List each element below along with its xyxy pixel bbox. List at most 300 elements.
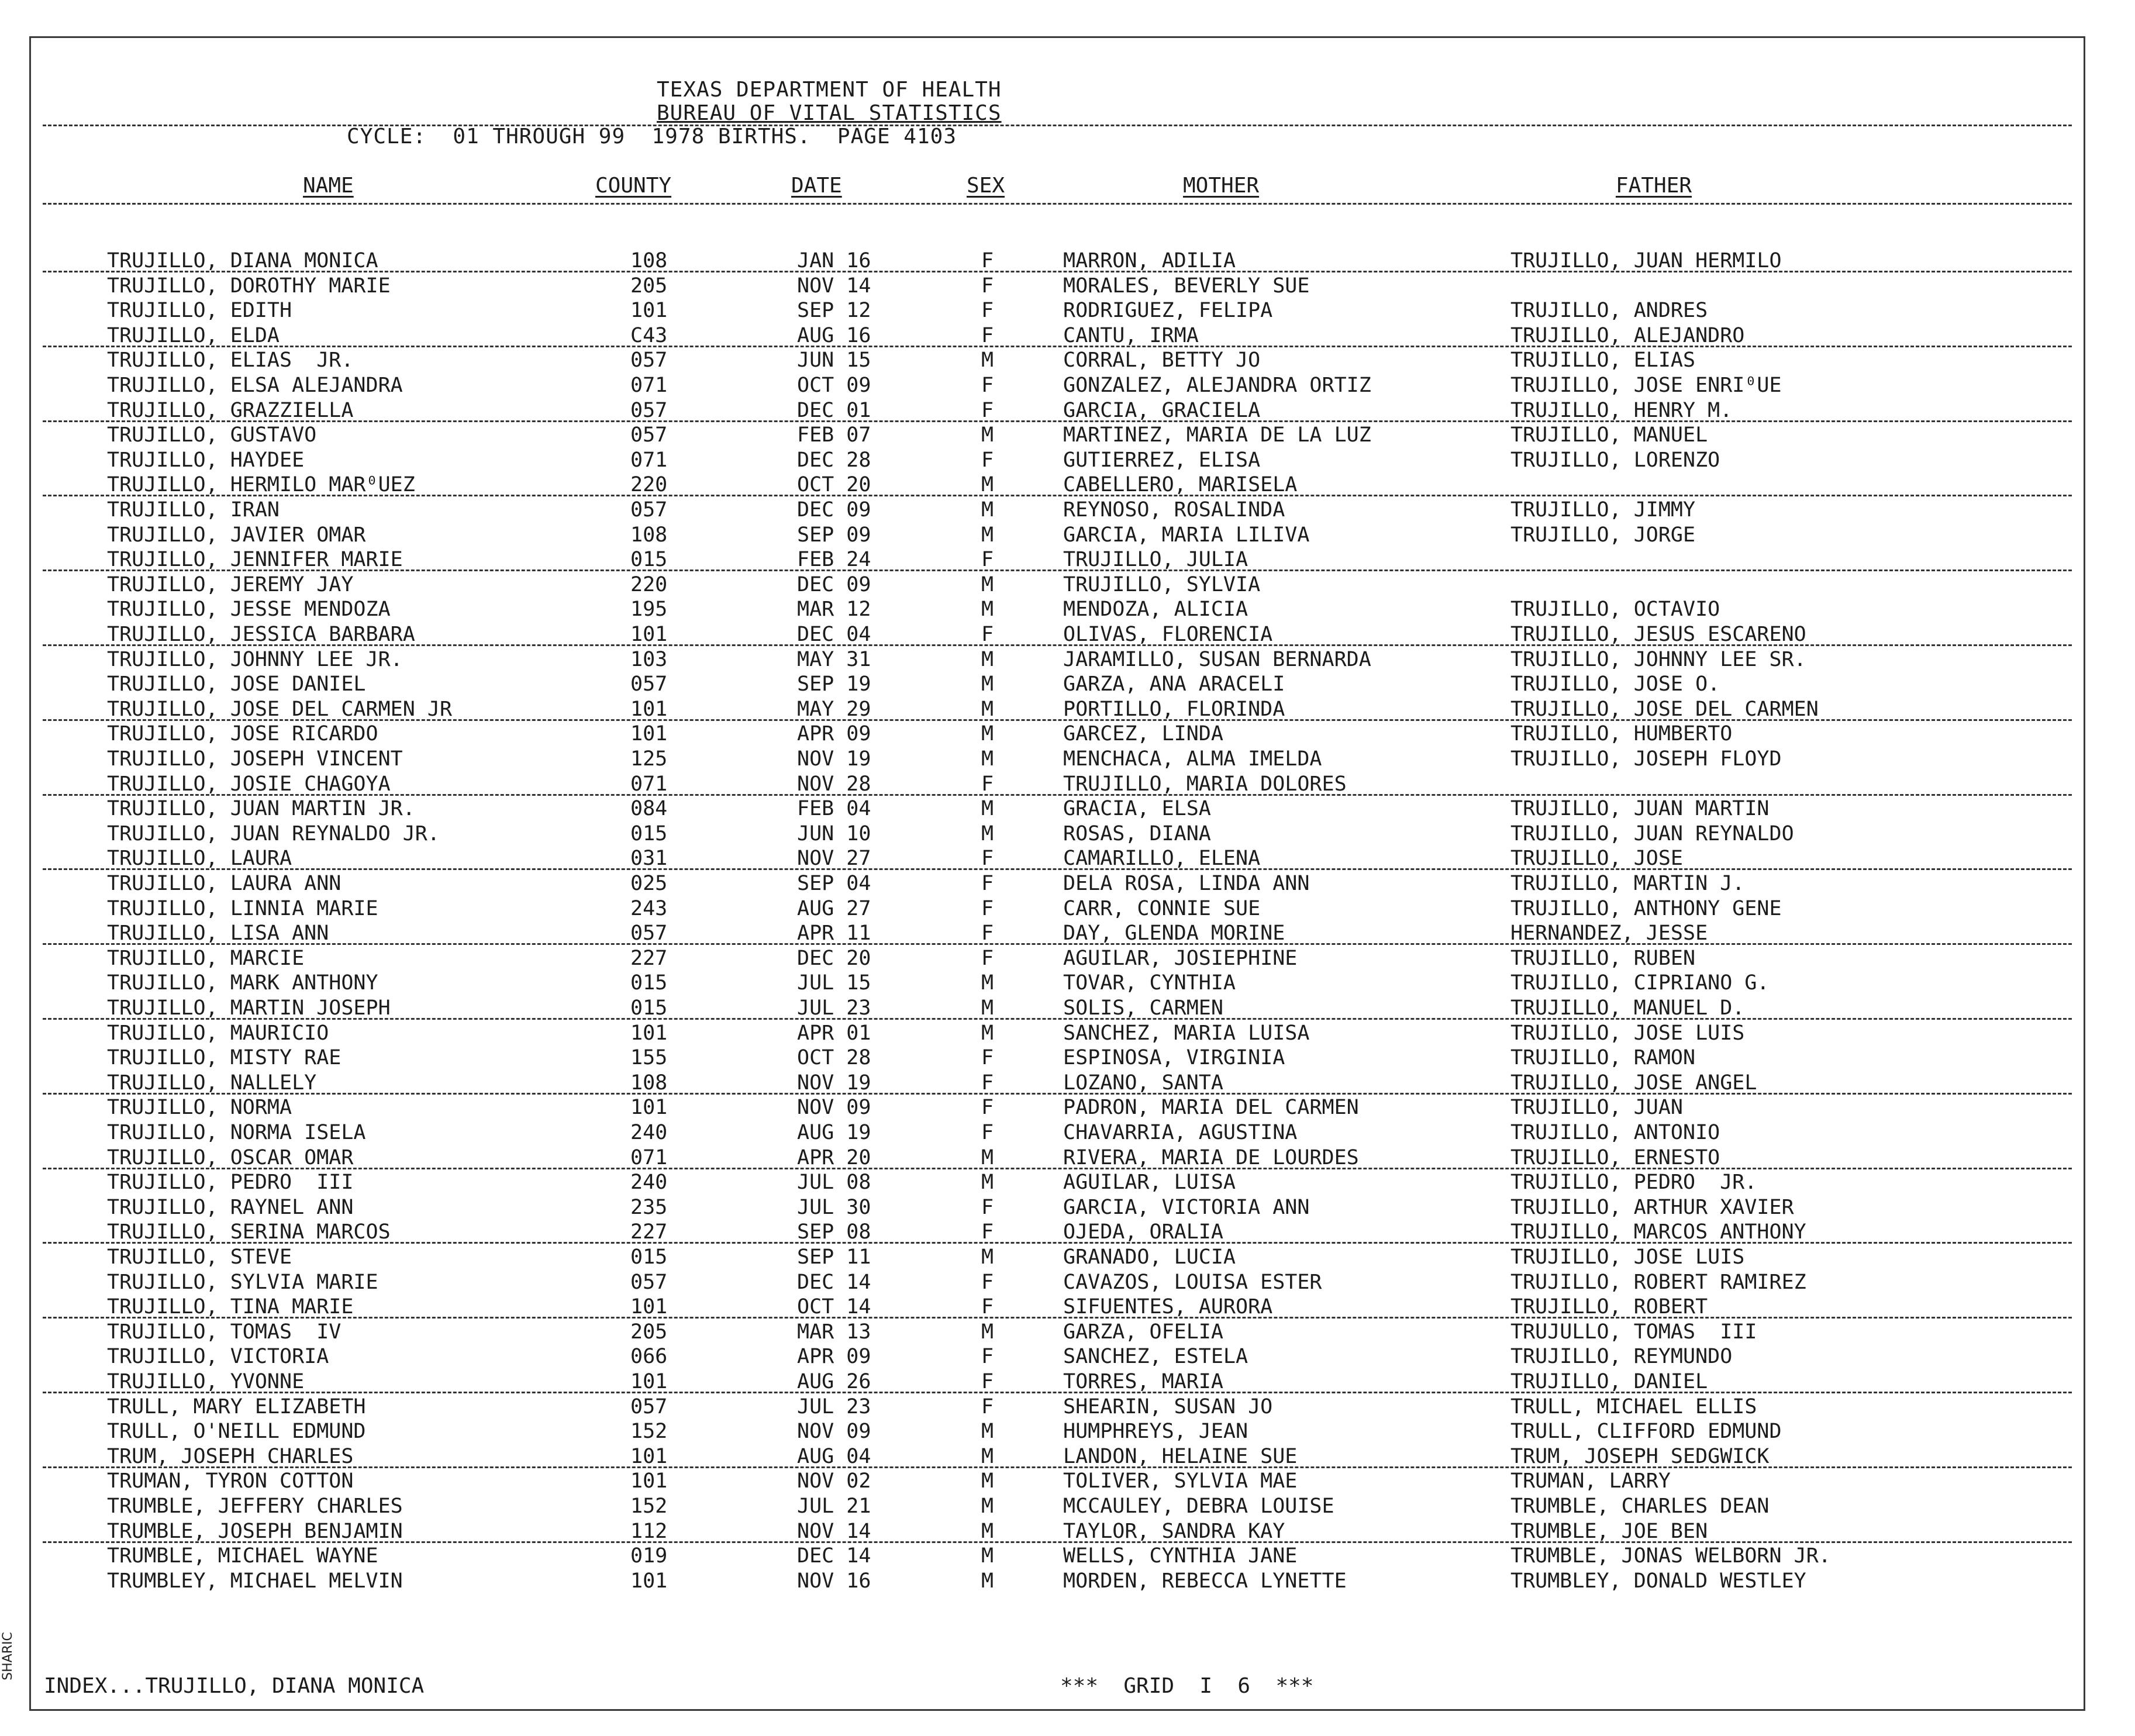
table-row [31, 1245, 2084, 1269]
sex: F [981, 872, 994, 895]
mother-name: PADRON, MARIA DEL CARMEN [1063, 1096, 1359, 1120]
county: 227 [630, 1220, 668, 1244]
sex: M [981, 598, 994, 622]
table-row [31, 846, 2084, 871]
father-name: TRUJILLO, ANDRES [1510, 299, 1708, 323]
county: 101 [630, 1370, 668, 1393]
father-name: TRUJILLO, MANUEL [1510, 423, 1708, 447]
mother-name: CARR, CONNIE SUE [1063, 896, 1261, 920]
birth-date: NOV 27 [797, 847, 871, 871]
mother-name: RODRIGUEZ, FELIPA [1063, 299, 1273, 323]
mother-name: TOVAR, CYNTHIA [1063, 971, 1236, 995]
sex: M [981, 697, 994, 721]
mother-name: LOZANO, SANTA [1063, 1071, 1223, 1095]
child-name: TRUJILLO, JOHNNY LEE JR. [107, 647, 403, 671]
county: 108 [630, 1071, 668, 1095]
mother-name: TRUJILLO, SYLVIA [1063, 572, 1261, 596]
sex: F [981, 623, 994, 646]
father-name: TRUJILLO, HENRY M. [1510, 398, 1733, 422]
table-row [31, 547, 2084, 572]
county: 101 [630, 1295, 668, 1319]
county: 015 [630, 971, 668, 995]
sex: F [981, 1270, 994, 1294]
birth-date: OCT 28 [797, 1046, 871, 1070]
birth-date: DEC 14 [797, 1270, 871, 1294]
birth-date: MAY 29 [797, 697, 871, 721]
child-name: TRUJILLO, NALLELY [107, 1071, 317, 1095]
county: 057 [630, 672, 668, 696]
table-row [31, 274, 2084, 298]
child-name: TRUJILLO, JEREMY JAY [107, 572, 354, 596]
mother-name: AGUILAR, JOSIEPHINE [1063, 946, 1298, 970]
table-row [31, 348, 2084, 372]
column-header-mother: MOTHER [1183, 174, 1260, 198]
county: 155 [630, 1046, 668, 1070]
child-name: TRUJILLO, MARK ANTHONY [107, 971, 378, 995]
birth-date: MAR 13 [797, 1320, 871, 1344]
father-name: TRUMAN, LARRY [1510, 1469, 1671, 1493]
father-name: TRUJILLO, JOHNNY LEE SR. [1510, 647, 1806, 671]
birth-date: APR 09 [797, 1345, 871, 1369]
sex: M [981, 1320, 994, 1344]
mother-name: MORALES, BEVERLY SUE [1063, 274, 1310, 298]
father-name: TRUJILLO, ARTHUR XAVIER [1510, 1195, 1794, 1219]
mother-name: TORRES, MARIA [1063, 1370, 1223, 1393]
birth-date: SEP 08 [797, 1220, 871, 1244]
father-name: TRUJILLO, JUAN MARTIN [1510, 797, 1770, 821]
child-name: TRUJILLO, JOSIE CHAGOYA [107, 772, 391, 796]
child-name: TRUJILLO, MISTY RAE [107, 1046, 342, 1070]
birth-date: SEP 04 [797, 872, 871, 895]
father-name: TRUMBLE, JOE BEN [1510, 1519, 1708, 1543]
father-name: TRUJILLO, CIPRIANO G. [1510, 971, 1770, 995]
county: 235 [630, 1195, 668, 1219]
table-row [31, 1469, 2084, 1493]
child-name: TRULL, O'NEILL EDMUND [107, 1420, 366, 1444]
father-name: TRUJILLO, JOSEPH FLOYD [1510, 747, 1782, 771]
birth-date: JUL 30 [797, 1195, 871, 1219]
county: C43 [630, 323, 668, 347]
sex: M [981, 1519, 994, 1543]
mother-name: TOLIVER, SYLVIA MAE [1063, 1469, 1298, 1493]
child-name: TRUJILLO, JOSEPH VINCENT [107, 747, 403, 771]
table-row [31, 1395, 2084, 1419]
sex: F [981, 1395, 994, 1419]
county: 071 [630, 772, 668, 796]
sex: M [981, 1171, 994, 1195]
father-name: HERNANDEZ, JESSE [1510, 922, 1708, 945]
table-row [31, 448, 2084, 472]
father-name: TRUJILLO, ROBERT RAMIREZ [1510, 1270, 1806, 1294]
sex: M [981, 1145, 994, 1169]
child-name: TRUJILLO, HAYDEE [107, 448, 305, 472]
table-row [31, 822, 2084, 846]
mother-name: ESPINOSA, VIRGINIA [1063, 1046, 1285, 1070]
county: 220 [630, 473, 668, 497]
child-name: TRULL, MARY ELIZABETH [107, 1395, 366, 1419]
sex: F [981, 1220, 994, 1244]
mother-name: CHAVARRIA, AGUSTINA [1063, 1121, 1298, 1144]
sex: M [981, 572, 994, 596]
child-name: TRUJILLO, ELIAS JR. [107, 348, 354, 372]
table-row [31, 1045, 2084, 1070]
table-row [31, 398, 2084, 423]
birth-date: NOV 28 [797, 772, 871, 796]
sex: F [981, 896, 994, 920]
county: 057 [630, 922, 668, 945]
county: 101 [630, 722, 668, 746]
table-row [31, 921, 2084, 945]
child-name: TRUJILLO, JENNIFER MARIE [107, 548, 403, 572]
table-row [31, 971, 2084, 995]
birth-date: DEC 28 [797, 448, 871, 472]
table-row [31, 1369, 2084, 1394]
county: 101 [630, 1569, 668, 1593]
table-row [31, 1419, 2084, 1444]
sex: F [981, 1046, 994, 1070]
sex: M [981, 797, 994, 821]
mother-name: ROSAS, DIANA [1063, 822, 1211, 845]
child-name: TRUM, JOSEPH CHARLES [107, 1444, 354, 1468]
mother-name: SIFUENTES, AURORA [1063, 1295, 1273, 1319]
sex: M [981, 1420, 994, 1444]
father-name: TRUJILLO, JUAN HERMILO [1510, 249, 1782, 272]
child-name: TRUJILLO, OSCAR OMAR [107, 1145, 354, 1169]
sex: F [981, 1345, 994, 1369]
table-row [31, 896, 2084, 921]
mother-name: MORDEN, REBECCA LYNETTE [1063, 1569, 1347, 1593]
sex: F [981, 323, 994, 347]
county: 103 [630, 647, 668, 671]
father-name: TRUJILLO, OCTAVIO [1510, 598, 1720, 622]
birth-date: OCT 14 [797, 1295, 871, 1319]
mother-name: GARCIA, GRACIELA [1063, 398, 1261, 422]
mother-name: GARCEZ, LINDA [1063, 722, 1223, 746]
child-name: TRUJILLO, EDITH [107, 299, 292, 323]
father-name: TRUJILLO, JOSE [1510, 847, 1684, 871]
county: 101 [630, 1469, 668, 1493]
county: 015 [630, 996, 668, 1020]
birth-date: JUL 23 [797, 1395, 871, 1419]
child-name: TRUJILLO, LAURA ANN [107, 872, 342, 895]
sex: M [981, 1469, 994, 1493]
county: 057 [630, 348, 668, 372]
father-name: TRUJILLO, JORGE [1510, 523, 1696, 547]
birth-date: DEC 14 [797, 1544, 871, 1568]
father-name: TRUJILLO, MARTIN J. [1510, 872, 1745, 895]
mother-name: CABELLERO, MARISELA [1063, 473, 1298, 497]
birth-date: FEB 07 [797, 423, 871, 447]
child-name: TRUJILLO, LISA ANN [107, 922, 329, 945]
father-name: TRUJILLO, JOSE O. [1510, 672, 1720, 696]
county: 108 [630, 523, 668, 547]
table-row [31, 1519, 2084, 1544]
father-name: TRULL, MICHAEL ELLIS [1510, 1395, 1757, 1419]
birth-date: JUL 23 [797, 996, 871, 1020]
child-name: TRUJILLO, JOSE DANIEL [107, 672, 366, 696]
father-name: TRUJILLO, JOSE ENRI⁰UE [1510, 374, 1782, 397]
mother-name: TRUJILLO, JULIA [1063, 548, 1248, 572]
mother-name: DAY, GLENDA MORINE [1063, 922, 1285, 945]
table-row [31, 423, 2084, 447]
birth-date: SEP 09 [797, 523, 871, 547]
child-name: TRUJILLO, GUSTAVO [107, 423, 317, 447]
birth-date: OCT 09 [797, 374, 871, 397]
father-name: TRUJILLO, ANTHONY GENE [1510, 896, 1782, 920]
mother-name: TRUJILLO, MARIA DOLORES [1063, 772, 1347, 796]
child-name: TRUJILLO, ELSA ALEJANDRA [107, 374, 403, 397]
mother-name: SANCHEZ, ESTELA [1063, 1345, 1248, 1369]
father-name: TRUJILLO, HUMBERTO [1510, 722, 1733, 746]
birth-date: DEC 01 [797, 398, 871, 422]
child-name: TRUJILLO, HERMILO MAR⁰UEZ [107, 473, 415, 497]
county: 101 [630, 697, 668, 721]
sex: M [981, 498, 994, 522]
child-name: TRUJILLO, LAURA [107, 847, 292, 871]
sex: F [981, 1071, 994, 1095]
column-header-sex: SEX [967, 174, 1005, 198]
table-row [31, 1195, 2084, 1220]
mother-name: GRANADO, LUCIA [1063, 1245, 1236, 1269]
birth-date: FEB 04 [797, 797, 871, 821]
county: 227 [630, 946, 668, 970]
sex: M [981, 1495, 994, 1518]
birth-date: JUL 08 [797, 1171, 871, 1195]
sex: F [981, 1370, 994, 1393]
mother-name: MARTINEZ, MARIA DE LA LUZ [1063, 423, 1371, 447]
table-row [31, 572, 2084, 597]
birth-date: DEC 09 [797, 572, 871, 596]
father-name: TRUJILLO, JOSE LUIS [1510, 1245, 1745, 1269]
table-row [31, 597, 2084, 622]
county: 101 [630, 1444, 668, 1468]
report-frame [29, 36, 2085, 1711]
table-row [31, 747, 2084, 771]
mother-name: MCCAULEY, DEBRA LOUISE [1063, 1495, 1334, 1518]
county: 084 [630, 797, 668, 821]
father-name: TRUJILLO, RUBEN [1510, 946, 1696, 970]
birth-date: NOV 09 [797, 1096, 871, 1120]
child-name: TRUMAN, TYRON COTTON [107, 1469, 354, 1493]
sex: F [981, 1096, 994, 1120]
county: 057 [630, 398, 668, 422]
county: 015 [630, 822, 668, 845]
father-name: TRUJULLO, TOMAS III [1510, 1320, 1757, 1344]
table-row [31, 1220, 2084, 1244]
child-name: TRUJILLO, MAURICIO [107, 1021, 329, 1045]
sex: M [981, 1245, 994, 1269]
table-row [31, 1170, 2084, 1195]
sex: M [981, 747, 994, 771]
child-name: TRUJILLO, LINNIA MARIE [107, 896, 378, 920]
sex: F [981, 1195, 994, 1219]
column-header-date: DATE [791, 174, 842, 198]
table-row [31, 523, 2084, 547]
birth-date: JUN 10 [797, 822, 871, 845]
table-row [31, 946, 2084, 971]
child-name: TRUJILLO, DIANA MONICA [107, 249, 378, 272]
county: 057 [630, 498, 668, 522]
birth-date: NOV 19 [797, 747, 871, 771]
father-name: TRUJILLO, JIMMY [1510, 498, 1696, 522]
sex: M [981, 1569, 994, 1593]
table-row [31, 1295, 2084, 1319]
sex: F [981, 299, 994, 323]
birth-date: SEP 19 [797, 672, 871, 696]
county: 240 [630, 1171, 668, 1195]
county: 152 [630, 1495, 668, 1518]
mother-name: DELA ROSA, LINDA ANN [1063, 872, 1310, 895]
birth-date: AUG 16 [797, 323, 871, 347]
mother-name: GONZALEZ, ALEJANDRA ORTIZ [1063, 374, 1371, 397]
sex: M [981, 1544, 994, 1568]
mother-name: MARRON, ADILIA [1063, 249, 1236, 272]
sex: F [981, 374, 994, 397]
father-name: TRUJILLO, DANIEL [1510, 1370, 1708, 1393]
child-name: TRUJILLO, MARTIN JOSEPH [107, 996, 391, 1020]
mother-name: GRACIA, ELSA [1063, 797, 1211, 821]
county: 057 [630, 423, 668, 447]
child-name: TRUJILLO, STEVE [107, 1245, 292, 1269]
birth-date: JUN 15 [797, 348, 871, 372]
birth-date: AUG 26 [797, 1370, 871, 1393]
birth-date: OCT 20 [797, 473, 871, 497]
child-name: TRUJILLO, SERINA MARCOS [107, 1220, 391, 1244]
child-name: TRUJILLO, JUAN REYNALDO JR. [107, 822, 440, 845]
sex: M [981, 971, 994, 995]
mother-name: MENDOZA, ALICIA [1063, 598, 1248, 622]
father-name: TRUJILLO, ALEJANDRO [1510, 323, 1745, 347]
county: 101 [630, 623, 668, 646]
birth-date: APR 09 [797, 722, 871, 746]
sex: F [981, 1121, 994, 1144]
mother-name: SHEARIN, SUSAN JO [1063, 1395, 1273, 1419]
birth-date: JUL 21 [797, 1495, 871, 1518]
table-row [31, 1569, 2084, 1593]
sex: F [981, 946, 994, 970]
mother-name: OLIVAS, FLORENCIA [1063, 623, 1273, 646]
child-name: TRUMBLE, JEFFERY CHARLES [107, 1495, 403, 1518]
birth-date: NOV 19 [797, 1071, 871, 1095]
table-row [31, 672, 2084, 696]
table-row [31, 1494, 2084, 1518]
father-name: TRUJILLO, JOSE ANGEL [1510, 1071, 1757, 1095]
birth-date: SEP 12 [797, 299, 871, 323]
county: 015 [630, 548, 668, 572]
table-row [31, 1270, 2084, 1295]
mother-name: GUTIERREZ, ELISA [1063, 448, 1261, 472]
child-name: TRUJILLO, IRAN [107, 498, 280, 522]
county: 025 [630, 872, 668, 895]
table-row [31, 1444, 2084, 1469]
table-row [31, 647, 2084, 672]
county: 108 [630, 249, 668, 272]
mother-name: CANTU, IRMA [1063, 323, 1199, 347]
father-name: TRUJILLO, ROBERT [1510, 1295, 1708, 1319]
birth-date: MAY 31 [797, 647, 871, 671]
sex: F [981, 274, 994, 298]
sex: F [981, 922, 994, 945]
sex: M [981, 822, 994, 845]
column-header-divider [43, 203, 2072, 205]
mother-name: SOLIS, CARMEN [1063, 996, 1223, 1020]
child-name: TRUJILLO, MARCIE [107, 946, 305, 970]
mother-name: TAYLOR, SANDRA KAY [1063, 1519, 1285, 1543]
child-name: TRUJILLO, YVONNE [107, 1370, 305, 1393]
birth-date: APR 01 [797, 1021, 871, 1045]
birth-date: AUG 19 [797, 1121, 871, 1144]
father-name: TRUJILLO, MANUEL D. [1510, 996, 1745, 1020]
mother-name: GARZA, OFELIA [1063, 1320, 1223, 1344]
county: 101 [630, 1096, 668, 1120]
sex: M [981, 348, 994, 372]
child-name: TRUJILLO, JESSE MENDOZA [107, 598, 391, 622]
child-name: TRUJILLO, VICTORIA [107, 1345, 329, 1369]
table-row [31, 796, 2084, 821]
county: 101 [630, 1021, 668, 1045]
father-name: TRULL, CLIFFORD EDMUND [1510, 1420, 1782, 1444]
father-name: TRUJILLO, LORENZO [1510, 448, 1720, 472]
report-subtitle: BUREAU OF VITAL STATISTICS [657, 101, 1002, 125]
mother-name: GARZA, ANA ARACELI [1063, 672, 1285, 696]
father-name: TRUJILLO, ERNESTO [1510, 1145, 1720, 1169]
table-row [31, 1120, 2084, 1145]
county: 071 [630, 374, 668, 397]
county: 071 [630, 1145, 668, 1169]
sex: F [981, 398, 994, 422]
report-title: TEXAS DEPARTMENT OF HEALTH [657, 78, 1002, 102]
table-row [31, 373, 2084, 398]
sex: M [981, 1021, 994, 1045]
child-name: TRUJILLO, JOSE DEL CARMEN JR [107, 697, 453, 721]
father-name: TRUJILLO, JOSE LUIS [1510, 1021, 1745, 1045]
child-name: TRUMBLEY, MICHAEL MELVIN [107, 1569, 403, 1593]
child-name: TRUJILLO, NORMA [107, 1096, 292, 1120]
county: 205 [630, 274, 668, 298]
county: 195 [630, 598, 668, 622]
side-label: SHARIC [0, 1632, 15, 1680]
child-name: TRUJILLO, TOMAS IV [107, 1320, 342, 1344]
child-name: TRUJILLO, RAYNEL ANN [107, 1195, 354, 1219]
index-label: INDEX...TRUJILLO, DIANA MONICA [44, 1674, 425, 1698]
child-name: TRUJILLO, PEDRO III [107, 1171, 354, 1195]
mother-name: GARCIA, MARIA LILIVA [1063, 523, 1310, 547]
father-name: TRUJILLO, JESUS ESCARENO [1510, 623, 1806, 646]
birth-date: DEC 09 [797, 498, 871, 522]
mother-name: AGUILAR, LUISA [1063, 1171, 1236, 1195]
mother-name: LANDON, HELAINE SUE [1063, 1444, 1298, 1468]
table-row [31, 1095, 2084, 1120]
sex: F [981, 1295, 994, 1319]
mother-name: PORTILLO, FLORINDA [1063, 697, 1285, 721]
county: 240 [630, 1121, 668, 1144]
county: 031 [630, 847, 668, 871]
father-name: TRUMBLE, JONAS WELBORN JR. [1510, 1544, 1831, 1568]
birth-date: NOV 02 [797, 1469, 871, 1493]
father-name: TRUJILLO, RAMON [1510, 1046, 1696, 1070]
table-row [31, 1320, 2084, 1344]
mother-name: CAVAZOS, LOUISA ESTER [1063, 1270, 1322, 1294]
birth-date: NOV 09 [797, 1420, 871, 1444]
county: 112 [630, 1519, 668, 1543]
table-row [31, 722, 2084, 746]
birth-date: NOV 14 [797, 274, 871, 298]
county: 057 [630, 1270, 668, 1294]
mother-name: REYNOSO, ROSALINDA [1063, 498, 1285, 522]
table-row [31, 1544, 2084, 1568]
table-row [31, 498, 2084, 522]
child-name: TRUJILLO, SYLVIA MARIE [107, 1270, 378, 1294]
